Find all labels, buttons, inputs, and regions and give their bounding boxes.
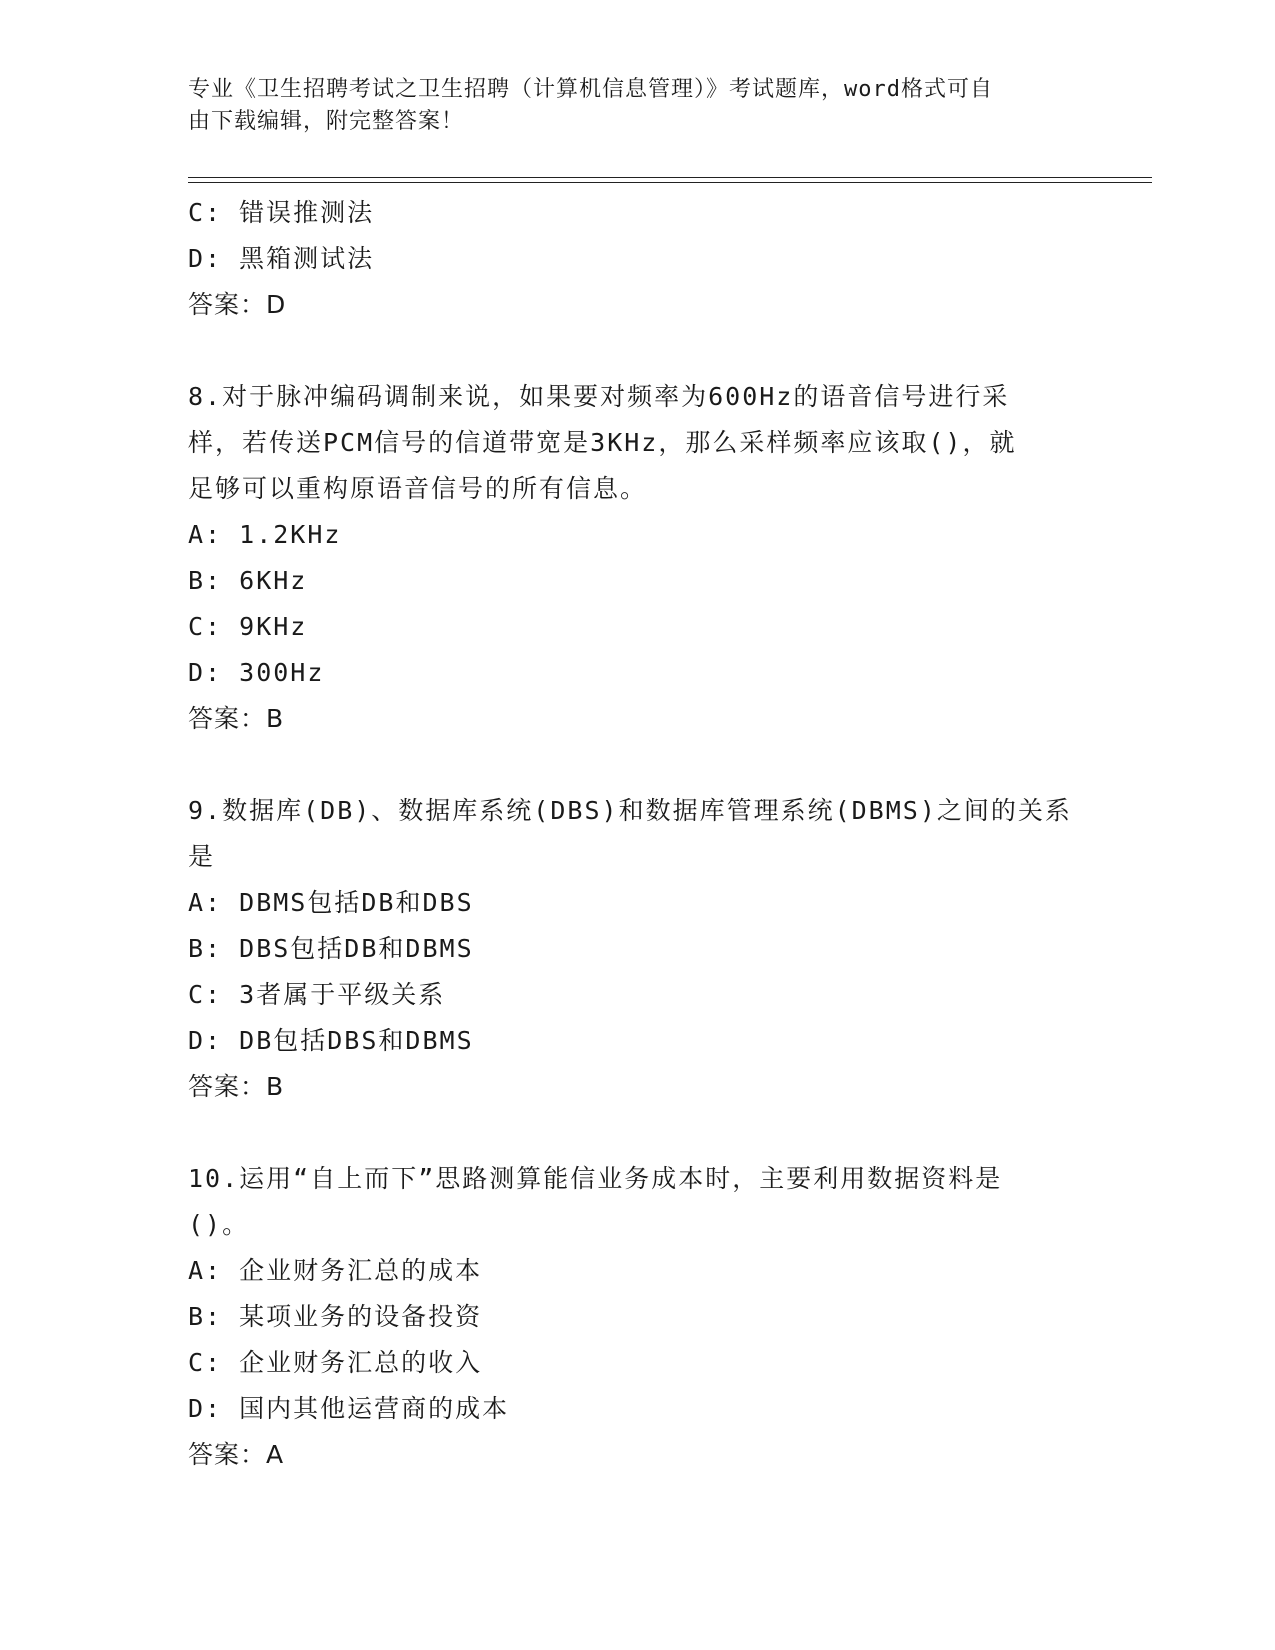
header-line-1: 专业《卫生招聘考试之卫生招聘（计算机信息管理）》考试题库，word格式可自 [188, 77, 993, 102]
option-d: D: DB包括DBS和DBMS [188, 1026, 474, 1055]
question-text-line: 10.运用“自上而下”思路测算能信业务成本时，主要利用数据资料是 [188, 1164, 1003, 1193]
spacer [188, 742, 1088, 788]
answer-line: 答案：D [188, 290, 287, 319]
option-d: D: 300Hz [188, 658, 325, 687]
document-header [188, 74, 1068, 138]
question-10 [188, 1156, 1088, 1478]
question-text-line: 8.对于脉冲编码调制来说，如果要对频率为600Hz的语音信号进行采 [188, 382, 1010, 411]
answer-line: 答案：B [188, 1072, 285, 1101]
header-rule-top [188, 177, 1152, 178]
option-b: B: DBS包括DB和DBMS [188, 934, 474, 963]
question-text-line: 样，若传送PCM信号的信道带宽是3KHz，那么采样频率应该取()，就 [188, 428, 1017, 457]
spacer [188, 328, 1088, 374]
question-8 [188, 374, 1088, 742]
header-line-2: 由下载编辑，附完整答案！ [188, 109, 465, 134]
option-b: B: 某项业务的设备投资 [188, 1302, 483, 1331]
question-text-line: ()。 [188, 1210, 250, 1239]
option-c: C: 企业财务汇总的收入 [188, 1348, 483, 1377]
question-9 [188, 788, 1088, 1110]
option-c: C: 9KHz [188, 612, 308, 641]
option-d: D: 国内其他运营商的成本 [188, 1394, 510, 1423]
answer-line: 答案：A [188, 1440, 285, 1469]
question-text-line: 足够可以重构原语音信号的所有信息。 [188, 474, 648, 503]
spacer [188, 1110, 1088, 1156]
header-rule-bottom [188, 182, 1152, 183]
option-a: A: 企业财务汇总的成本 [188, 1256, 483, 1285]
option-b: B: 6KHz [188, 566, 308, 595]
option-c: C: 3者属于平级关系 [188, 980, 446, 1009]
question-text-line: 是 [188, 842, 216, 871]
option-d: D: 黑箱测试法 [188, 244, 375, 273]
carryover-question [188, 190, 1088, 328]
option-a: A: DBMS包括DB和DBS [188, 888, 474, 917]
question-text-line: 9.数据库(DB)、数据库系统(DBS)和数据库管理系统(DBMS)之间的关系 [188, 796, 1072, 825]
option-a: A: 1.2KHz [188, 520, 342, 549]
answer-line: 答案：B [188, 704, 285, 733]
option-c: C: 错误推测法 [188, 198, 375, 227]
question-content [188, 190, 1088, 1478]
